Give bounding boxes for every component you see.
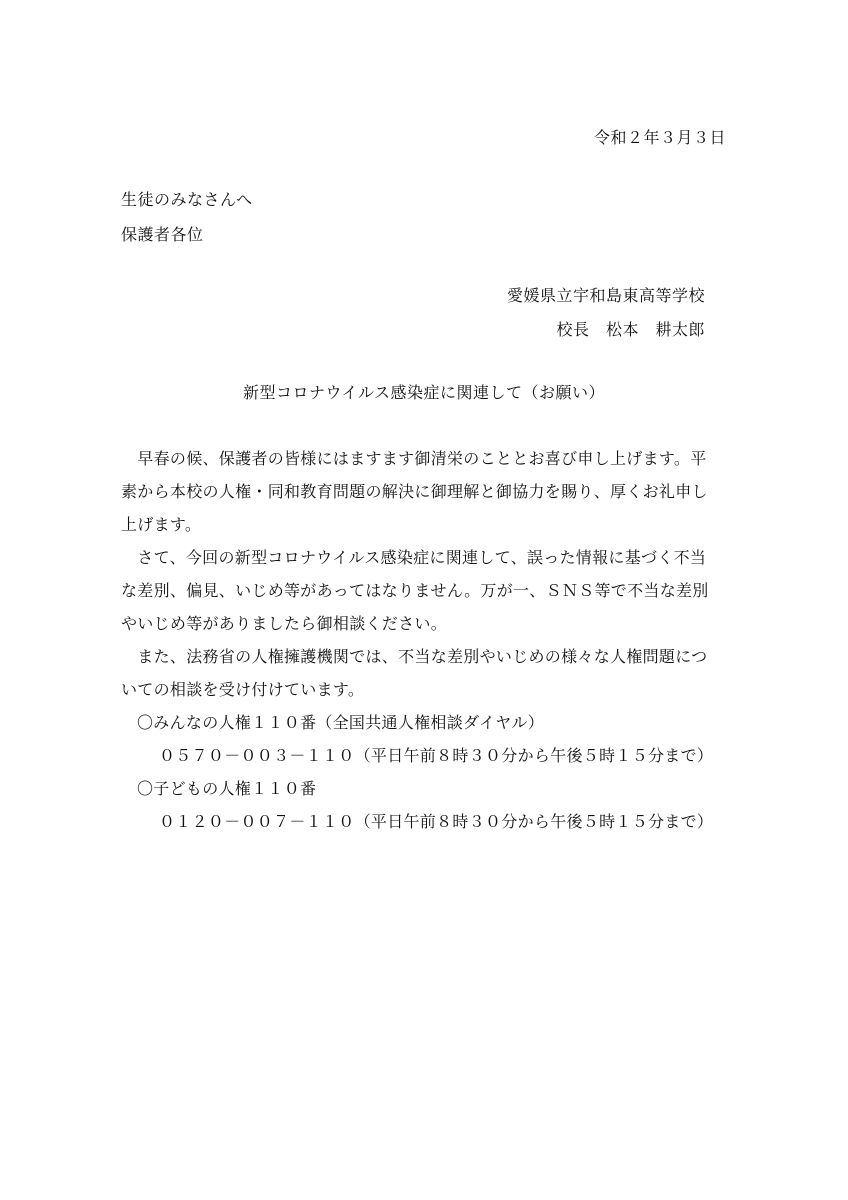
body-line: いての相談を受け付けています。 bbox=[121, 680, 365, 699]
body-line: やいじめ等がありましたら御相談ください。 bbox=[121, 614, 448, 633]
body-line: さて、今回の新型コロナウイルス感染症に関連して、誤った情報に基づく不当 bbox=[121, 548, 707, 567]
sender-principal: 校長 松本 耕太郎 bbox=[556, 320, 705, 339]
contact-name: 〇子どもの人権１１０番 bbox=[137, 779, 317, 798]
contact-number: ０１２０－００７－１１０（平日午前８時３０分から午後５時１５分まで） bbox=[159, 812, 714, 831]
document-body bbox=[121, 442, 731, 838]
contact-name: 〇みんなの人権１１０番（全国共通人権相談ダイヤル） bbox=[137, 713, 545, 732]
sender-school: 愛媛県立宇和島東高等学校 bbox=[506, 286, 705, 305]
body-line: 素から本校の人権・同和教育問題の解決に御理解と御協力を賜り、厚くお礼申し bbox=[121, 482, 708, 501]
body-line: 早春の候、保護者の皆様にはますます御清栄のこととお喜び申し上げます。平 bbox=[121, 449, 707, 468]
body-line: 上げます。 bbox=[121, 515, 202, 534]
recipient-students: 生徒のみなさんへ bbox=[121, 190, 253, 209]
body-line: また、法務省の人権擁護機関では、不当な差別やいじめの様々な人権問題につ bbox=[121, 647, 708, 666]
contact-number: ０５７０－００３－１１０（平日午前８時３０分から午後５時１５分まで） bbox=[159, 746, 714, 765]
document-date: 令和２年３月３日 bbox=[593, 128, 726, 147]
body-line: な差別、偏見、いじめ等があってはなりません。万が一、ＳＮＳ等で不当な差別 bbox=[121, 581, 709, 600]
recipient-guardians: 保護者各位 bbox=[121, 225, 204, 244]
document-title: 新型コロナウイルス感染症に関連して（お願い） bbox=[242, 383, 606, 402]
